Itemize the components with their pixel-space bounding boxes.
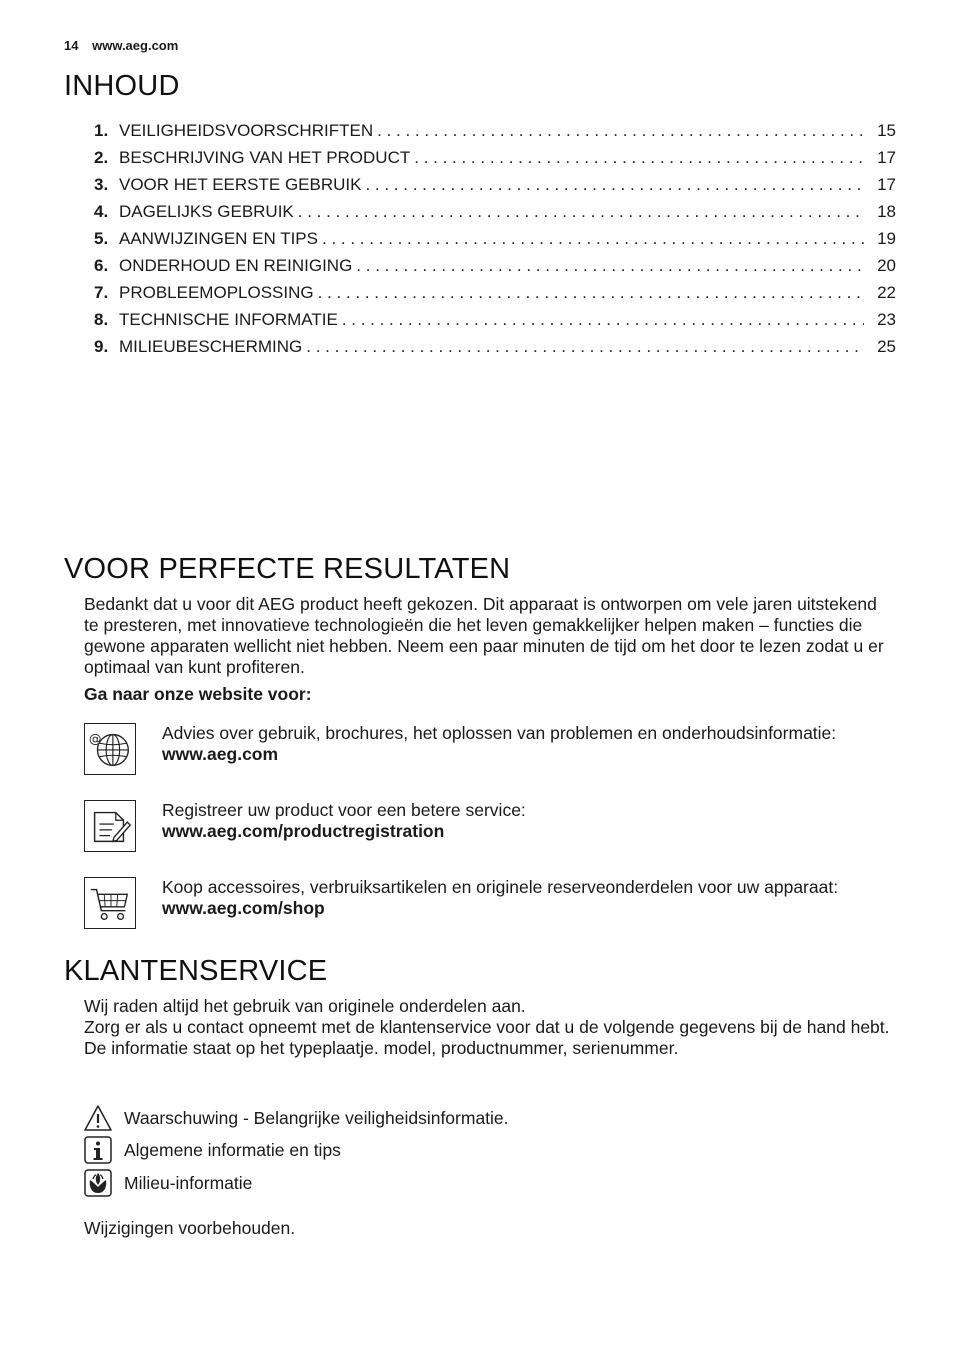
toc-leader (414, 148, 864, 168)
service-text (84, 996, 890, 1059)
website-link[interactable]: www.aeg.com/productregistration (162, 821, 445, 841)
symbol-label: Waarschuwing - Belangrijke veiligheidsinformatie. (124, 1107, 509, 1128)
results-title: VOOR PERFECTE RESULTATEN (64, 553, 511, 585)
toc-leader (365, 175, 864, 195)
toc-number: 3. (94, 175, 109, 194)
toc-title: INHOUD (64, 70, 180, 102)
toc-page: 17 (877, 175, 896, 194)
toc-page: 15 (877, 121, 896, 140)
svg-text:@: @ (88, 731, 102, 747)
toc-leader (298, 202, 864, 222)
toc-label: AANWIJZINGEN EN TIPS (119, 229, 318, 248)
toc-item[interactable] (94, 175, 896, 202)
table-of-contents (94, 121, 896, 364)
intro-text: Bedankt dat u voor dit AEG product heeft gekozen. Dit apparaat is ontworpen om vele jaren uitstekend te presteren, met innovatieve technologieën die het leven gemakkelijker helpen maken – functies die gewone apparaten wellicht niet hebben. Neem een paar minuten de tijd om het door te lezen zodat u er optimaal van kunt profiteren. (84, 594, 884, 677)
website-link[interactable]: www.aeg.com/shop (162, 898, 325, 918)
toc-label: VEILIGHEIDSVOORSCHRIFTEN (119, 121, 374, 140)
toc-number: 7. (94, 283, 109, 302)
toc-item[interactable] (94, 202, 896, 229)
website-item (84, 877, 890, 931)
website-item (84, 800, 890, 854)
service-line: De informatie staat op het typeplaatje. model, productnummer, serienummer. (84, 1038, 679, 1058)
toc-number: 1. (94, 121, 109, 140)
results-intro (84, 594, 890, 705)
page-number: 14 (64, 38, 79, 53)
toc-page: 20 (877, 256, 896, 275)
toc-label: BESCHRIJVING VAN HET PRODUCT (119, 148, 411, 167)
service-line: Zorg er als u contact opneemt met de klantenservice voor dat u de volgende gegevens bij de hand hebt. (84, 1017, 890, 1037)
page-header (64, 38, 178, 53)
toc-page: 18 (877, 202, 896, 221)
website-heading: Ga naar onze website voor: (84, 684, 312, 704)
toc-number: 2. (94, 148, 109, 167)
toc-label: TECHNISCHE INFORMATIE (119, 310, 338, 329)
toc-item[interactable] (94, 121, 896, 148)
toc-leader (377, 121, 864, 141)
toc-number: 4. (94, 202, 109, 221)
symbol-row (84, 1169, 252, 1197)
info-icon (84, 1136, 112, 1164)
toc-leader (322, 229, 864, 249)
toc-item[interactable] (94, 256, 896, 283)
website-link[interactable]: www.aeg.com (162, 744, 279, 764)
website-item-text: Advies over gebruik, brochures, het oplossen van problemen en onderhoudsinformatie: (162, 723, 837, 743)
toc-page: 22 (877, 283, 896, 302)
toc-page: 25 (877, 337, 896, 356)
warning-icon (84, 1104, 112, 1132)
footer-note: Wijzigingen voorbehouden. (84, 1218, 296, 1238)
toc-number: 5. (94, 229, 109, 248)
symbol-label: Algemene informatie en tips (124, 1139, 341, 1160)
symbol-label: Milieu-informatie (124, 1172, 253, 1193)
toc-item[interactable] (94, 310, 896, 337)
symbol-row (84, 1136, 341, 1164)
toc-number: 8. (94, 310, 109, 329)
website-item (84, 723, 890, 777)
toc-label: VOOR HET EERSTE GEBRUIK (119, 175, 362, 194)
toc-label: ONDERHOUD EN REINIGING (119, 256, 353, 275)
toc-item[interactable] (94, 337, 896, 364)
toc-leader (318, 283, 864, 303)
toc-page: 17 (877, 148, 896, 167)
toc-number: 6. (94, 256, 109, 275)
toc-item[interactable] (94, 283, 896, 310)
toc-item[interactable] (94, 229, 896, 256)
environment-icon (84, 1169, 112, 1197)
registration-icon (84, 800, 136, 852)
toc-label: DAGELIJKS GEBRUIK (119, 202, 294, 221)
toc-leader (356, 256, 864, 276)
toc-label: MILIEUBESCHERMING (119, 337, 303, 356)
website-item-text: Koop accessoires, verbruiksartikelen en originele reserveonderdelen voor uw apparaat: (162, 877, 839, 897)
header-url[interactable]: www.aeg.com (92, 38, 179, 53)
toc-leader (342, 310, 864, 330)
toc-number: 9. (94, 337, 109, 356)
toc-item[interactable] (94, 148, 896, 175)
symbol-row (84, 1104, 509, 1132)
website-item-text: Registreer uw product voor een betere service: (162, 800, 526, 820)
toc-page: 23 (877, 310, 896, 329)
service-line: Wij raden altijd het gebruik van originele onderdelen aan. (84, 996, 526, 1016)
service-title: KLANTENSERVICE (64, 955, 328, 987)
toc-page: 19 (877, 229, 896, 248)
globe-icon (84, 723, 136, 775)
toc-label: PROBLEEMOPLOSSING (119, 283, 314, 302)
shopping-cart-icon (84, 877, 136, 929)
toc-leader (306, 337, 864, 357)
